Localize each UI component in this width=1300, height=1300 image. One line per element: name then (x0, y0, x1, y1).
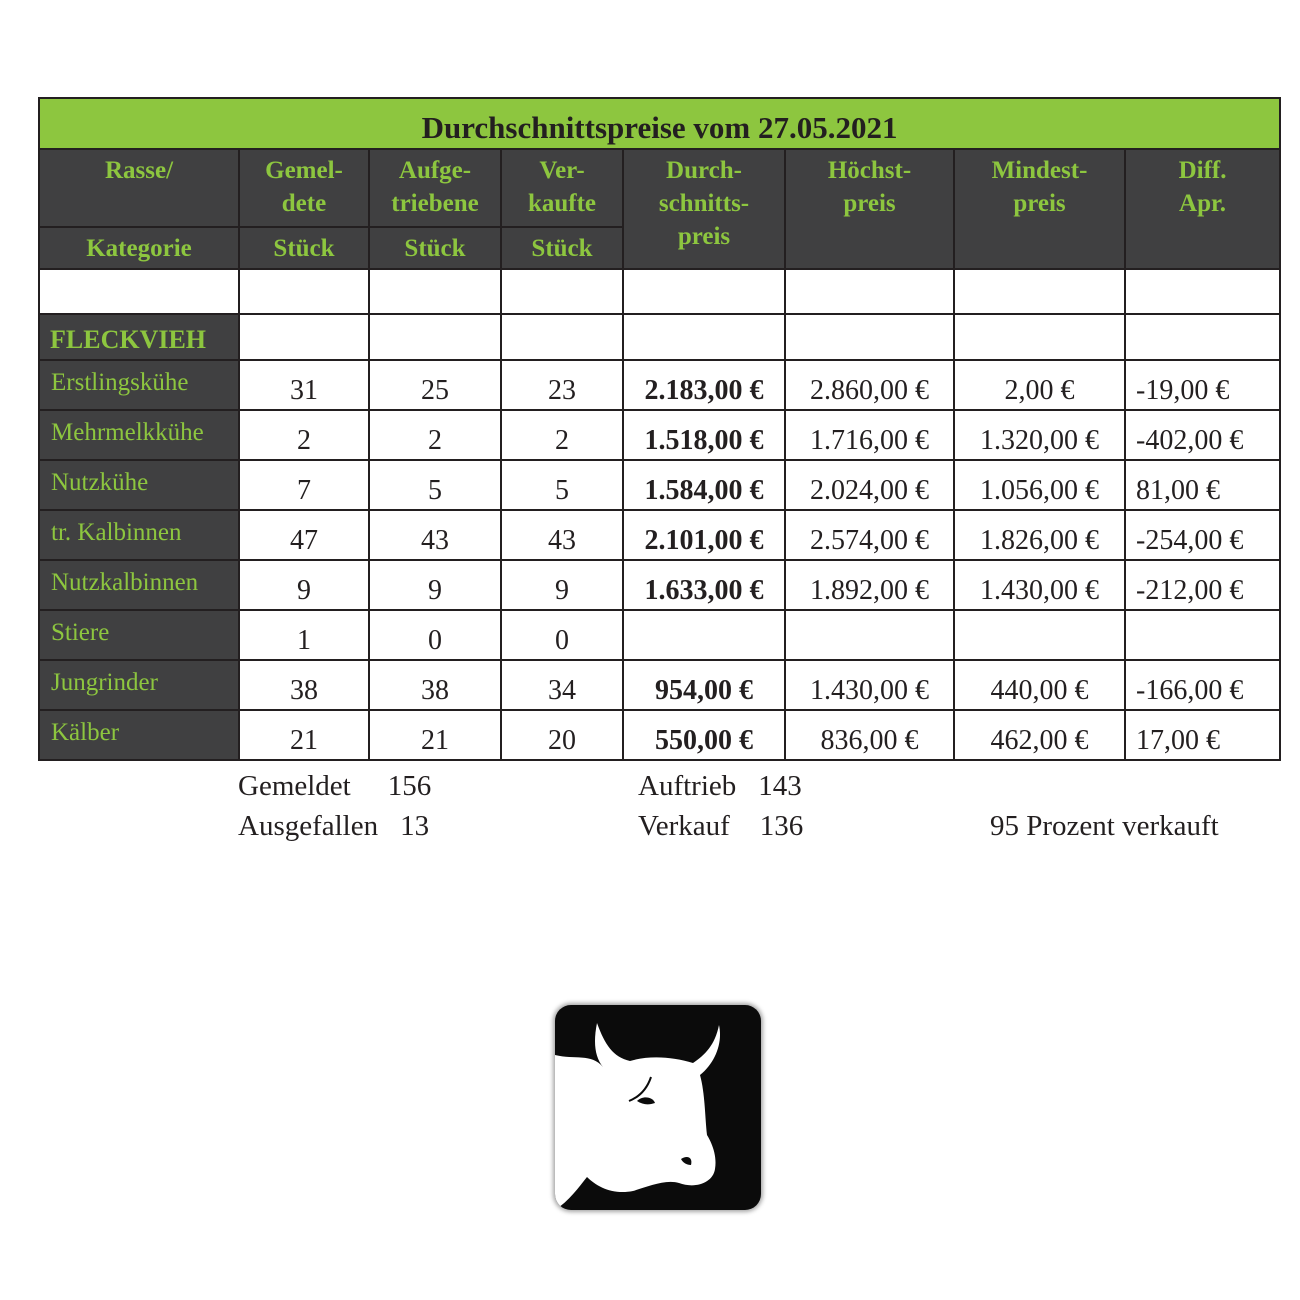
cell-diff: -166,00 € (1125, 660, 1280, 710)
header-row-1 (39, 149, 1280, 227)
cell-diff: -212,00 € (1125, 560, 1280, 610)
table-row (39, 710, 1280, 760)
cell-kategorie: Jungrinder (39, 660, 239, 710)
header-diff: Diff. Apr. (1125, 149, 1280, 269)
cell-aufgetrieben: 2 (369, 410, 501, 460)
cell-mindestpreis: 1.056,00 € (954, 460, 1125, 510)
summary-ausgefallen (238, 806, 429, 846)
header-rasse: Rasse/ (39, 149, 239, 227)
cell-aufgetrieben: 5 (369, 460, 501, 510)
cell-diff (1125, 610, 1280, 660)
cell-hoechstpreis: 1.430,00 € (785, 660, 954, 710)
cell-verkauft: 5 (501, 460, 623, 510)
header-aufgetriebene: Aufge- triebene (369, 149, 501, 227)
cell-kategorie: Nutzkühe (39, 460, 239, 510)
auftrieb-value: 143 (758, 770, 802, 802)
cell-aufgetrieben: 9 (369, 560, 501, 610)
cell-mindestpreis: 440,00 € (954, 660, 1125, 710)
header-unit-verkauft: Stück (501, 227, 623, 269)
cell-aufgetrieben: 25 (369, 360, 501, 410)
price-table (38, 97, 1281, 761)
cell-verkauft: 0 (501, 610, 623, 660)
cell-hoechstpreis: 2.574,00 € (785, 510, 954, 560)
blank-row (39, 269, 1280, 314)
table-row (39, 360, 1280, 410)
gemeldet-value: 156 (387, 770, 432, 802)
table-row (39, 510, 1280, 560)
cell-gemeldet: 1 (239, 610, 369, 660)
verkauf-label: Verkauf (638, 810, 730, 842)
cell-hoechstpreis (785, 610, 954, 660)
cell-durchschnittspreis: 1.518,00 € (623, 410, 785, 460)
auftrieb-label: Auftrieb (638, 770, 737, 802)
cell-gemeldet: 7 (239, 460, 369, 510)
cell-diff: -254,00 € (1125, 510, 1280, 560)
header-unit-gemeldet: Stück (239, 227, 369, 269)
cell-gemeldet: 2 (239, 410, 369, 460)
cell-kategorie: Nutzkalbinnen (39, 560, 239, 610)
ausgefallen-value: 13 (400, 810, 430, 842)
cell-hoechstpreis: 2.860,00 € (785, 360, 954, 410)
gemeldet-label: Gemeldet (238, 770, 351, 802)
header-mindestpreis: Mindest- preis (954, 149, 1125, 269)
summary-prozent: 95 Prozent verkauft (990, 810, 1219, 842)
section-row (39, 314, 1280, 360)
cell-diff: 81,00 € (1125, 460, 1280, 510)
cell-aufgetrieben: 0 (369, 610, 501, 660)
cell-mindestpreis: 1.826,00 € (954, 510, 1125, 560)
cell-verkauft: 20 (501, 710, 623, 760)
cell-durchschnittspreis (623, 610, 785, 660)
table-row (39, 410, 1280, 460)
table-row (39, 460, 1280, 510)
cell-kategorie: tr. Kalbinnen (39, 510, 239, 560)
cell-verkauft: 43 (501, 510, 623, 560)
cell-hoechstpreis: 2.024,00 € (785, 460, 954, 510)
cell-gemeldet: 38 (239, 660, 369, 710)
summary-verkauf (638, 806, 803, 846)
cell-diff: -19,00 € (1125, 360, 1280, 410)
cell-durchschnittspreis: 2.101,00 € (623, 510, 785, 560)
cell-diff: 17,00 € (1125, 710, 1280, 760)
cell-hoechstpreis: 836,00 € (785, 710, 954, 760)
cell-durchschnittspreis: 954,00 € (623, 660, 785, 710)
table-row (39, 560, 1280, 610)
cell-verkauft: 2 (501, 410, 623, 460)
table-row (39, 610, 1280, 660)
cell-mindestpreis: 1.320,00 € (954, 410, 1125, 460)
table-title: Durchschnittspreise vom 27.05.2021 (39, 98, 1280, 149)
verkauf-value: 136 (759, 810, 804, 842)
cell-gemeldet: 21 (239, 710, 369, 760)
table-row (39, 660, 1280, 710)
cell-mindestpreis: 462,00 € (954, 710, 1125, 760)
cell-aufgetrieben: 43 (369, 510, 501, 560)
cell-kategorie: Kälber (39, 710, 239, 760)
section-label: FLECKVIEH (39, 314, 239, 360)
cell-durchschnittspreis: 550,00 € (623, 710, 785, 760)
header-gemeldete: Gemel- dete (239, 149, 369, 227)
cell-gemeldet: 9 (239, 560, 369, 610)
header-verkaufte: Ver- kaufte (501, 149, 623, 227)
header-hoechstpreis: Höchst- preis (785, 149, 954, 269)
cell-diff: -402,00 € (1125, 410, 1280, 460)
cell-mindestpreis: 1.430,00 € (954, 560, 1125, 610)
cell-verkauft: 23 (501, 360, 623, 410)
cell-gemeldet: 47 (239, 510, 369, 560)
cow-head-icon (555, 1005, 761, 1210)
header-unit-aufgetrieben: Stück (369, 227, 501, 269)
cell-kategorie: Mehrmelkkühe (39, 410, 239, 460)
cell-durchschnittspreis: 1.633,00 € (623, 560, 785, 610)
cell-verkauft: 34 (501, 660, 623, 710)
cell-aufgetrieben: 38 (369, 660, 501, 710)
header-kategorie: Kategorie (39, 227, 239, 269)
cell-aufgetrieben: 21 (369, 710, 501, 760)
cell-durchschnittspreis: 2.183,00 € (623, 360, 785, 410)
header-durchschnittspreis: Durch- schnitts- preis (623, 149, 785, 269)
cell-hoechstpreis: 1.892,00 € (785, 560, 954, 610)
ausgefallen-label: Ausgefallen (238, 810, 379, 842)
cell-mindestpreis (954, 610, 1125, 660)
cell-mindestpreis: 2,00 € (954, 360, 1125, 410)
cell-hoechstpreis: 1.716,00 € (785, 410, 954, 460)
cell-durchschnittspreis: 1.584,00 € (623, 460, 785, 510)
summary-gemeldet (238, 766, 431, 806)
cell-kategorie: Stiere (39, 610, 239, 660)
summary-auftrieb (638, 766, 802, 806)
cell-verkauft: 9 (501, 560, 623, 610)
cell-gemeldet: 31 (239, 360, 369, 410)
cell-kategorie: Erstlingskühe (39, 360, 239, 410)
